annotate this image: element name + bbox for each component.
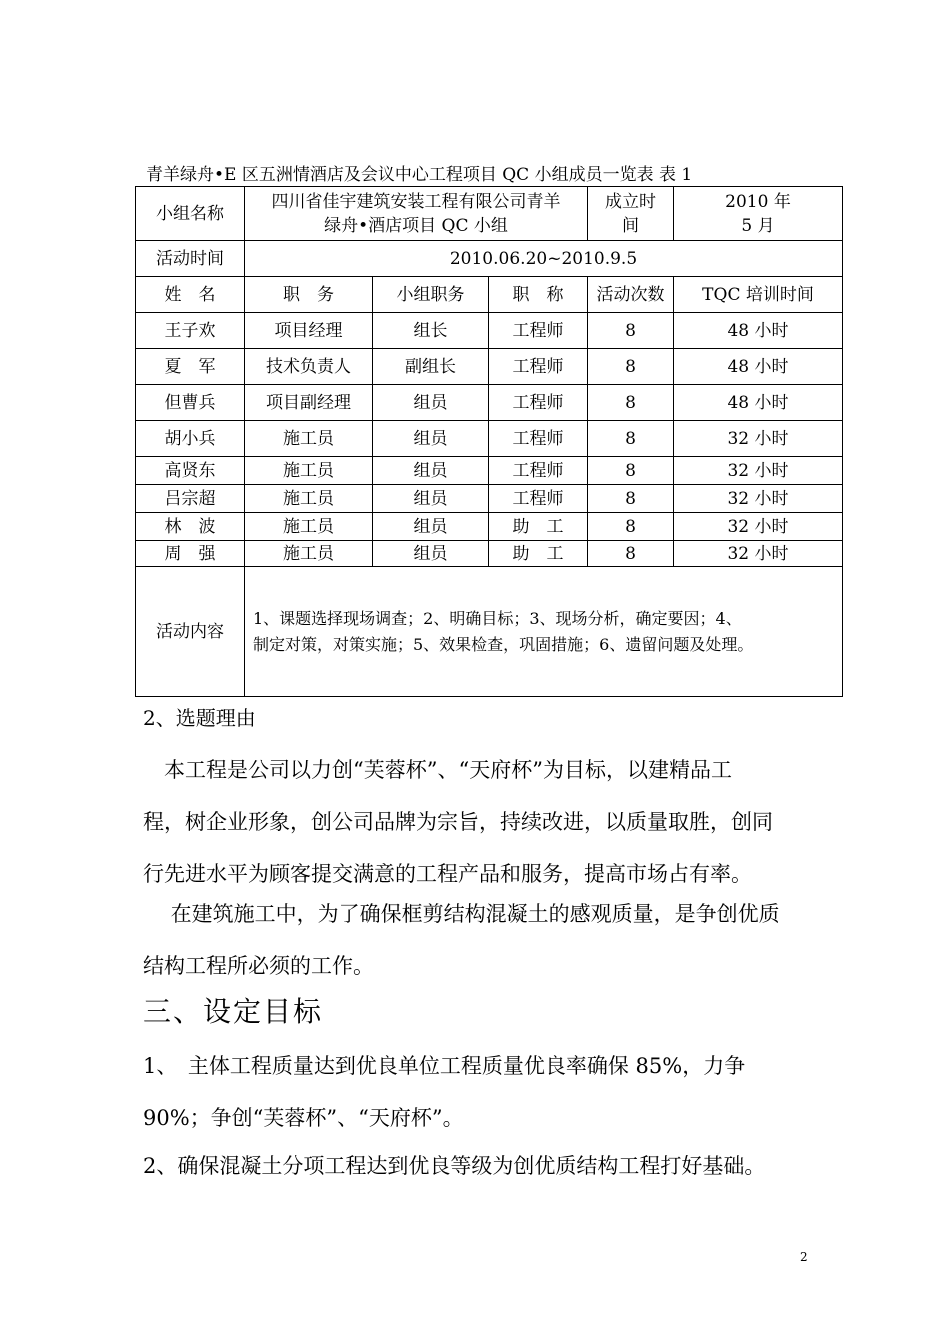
cell-group-role: 组员 [373,541,489,567]
cell-title: 助 工 [489,513,588,541]
cell-group-role: 组员 [373,421,489,457]
cell-name: 吕宗超 [136,485,245,513]
section2-heading: 2、选题理由 [143,706,256,730]
section2-paragraph2 [143,888,818,992]
cell-title: 工程师 [489,385,588,421]
cell-group-role: 组员 [373,513,489,541]
founded-value-line2: 5 月 [741,215,775,236]
cell-activity-count: 8 [588,457,674,485]
cell-name: 周 强 [136,541,245,567]
p1-line2: 程，树企业形象，创公司品牌为宗旨，持续改进，以质量取胜，创同 [143,810,773,834]
cell-activity-count: 8 [588,541,674,567]
header-position: 职 务 [245,277,373,313]
group-name-line2: 绿舟•酒店项目 QC 小组 [324,215,508,236]
cell-title: 助 工 [489,541,588,567]
header-name: 姓 名 [136,277,245,313]
cell-activity-count: 8 [588,485,674,513]
cell-position: 施工员 [245,513,373,541]
group-name-value [245,187,588,241]
cell-position: 技术负责人 [245,349,373,385]
activity-content-line2: 制定对策，对策实施；5、效果检查，巩固措施；6、遗留问题及处理。 [253,634,754,654]
goal1-line1: 1、 主体工程质量达到优良单位工程质量优良率确保 85%，力争 [143,1054,746,1078]
cell-title: 工程师 [489,457,588,485]
activity-time-label: 活动时间 [136,241,245,277]
cell-training-time: 48 小时 [674,313,843,349]
cell-training-time: 48 小时 [674,349,843,385]
activity-content-label: 活动内容 [136,567,245,697]
activity-content-row [136,567,843,697]
cell-training-time: 32 小时 [674,457,843,485]
cell-group-role: 组员 [373,485,489,513]
cell-group-role: 副组长 [373,349,489,385]
cell-training-time: 32 小时 [674,541,843,567]
table-caption: 青羊绿舟•E 区五洲情酒店及会议中心工程项目 QC 小组成员一览表 表 1 [146,165,693,185]
founded-value [674,187,843,241]
cell-activity-count: 8 [588,421,674,457]
table-row [136,541,843,567]
qc-member-table [135,186,843,697]
cell-position: 项目经理 [245,313,373,349]
founded-label-line2: 间 [622,215,640,236]
goal1 [143,1040,818,1144]
cell-activity-count: 8 [588,349,674,385]
header-activity-count: 活动次数 [588,277,674,313]
cell-training-time: 48 小时 [674,385,843,421]
founded-label-line1: 成立时 [605,191,657,212]
cell-group-role: 组员 [373,457,489,485]
cell-name: 高贤东 [136,457,245,485]
cell-position: 项目副经理 [245,385,373,421]
cell-activity-count: 8 [588,385,674,421]
cell-name: 王子欢 [136,313,245,349]
table-row [136,349,843,385]
p1-line1: 本工程是公司以力创“芙蓉杯”、“天府杯”为目标，以建精品工 [143,758,732,782]
cell-title: 工程师 [489,349,588,385]
goal2: 2、确保混凝土分项工程达到优良等级为创优质结构工程打好基础。 [143,1154,766,1178]
cell-group-role: 组长 [373,313,489,349]
cell-position: 施工员 [245,541,373,567]
table-row [136,485,843,513]
cell-title: 工程师 [489,421,588,457]
activity-time-value: 2010.06.20~2010.9.5 [245,241,843,277]
cell-title: 工程师 [489,313,588,349]
p2-line2: 结构工程所必须的工作。 [143,954,374,978]
cell-group-role: 组员 [373,385,489,421]
goal1-line2: 90%；争创“芙蓉杯”、“天府杯”。 [143,1106,464,1130]
table-row [136,457,843,485]
table-row [136,385,843,421]
section2-paragraph1 [143,744,818,900]
group-name-line1: 四川省佳宇建筑安装工程有限公司青羊 [271,191,561,212]
activity-content-value [245,567,843,697]
activity-time-row [136,241,843,277]
p1-line3: 行先进水平为顾客提交满意的工程产品和服务，提高市场占有率。 [143,862,752,886]
cell-activity-count: 8 [588,513,674,541]
cell-training-time: 32 小时 [674,421,843,457]
table-row [136,421,843,457]
cell-training-time: 32 小时 [674,513,843,541]
cell-name: 但曹兵 [136,385,245,421]
group-name-label: 小组名称 [136,187,245,241]
founded-value-line1: 2010 年 [725,191,791,212]
table-row [136,313,843,349]
header-training-time: TQC 培训时间 [674,277,843,313]
cell-position: 施工员 [245,457,373,485]
cell-training-time: 32 小时 [674,485,843,513]
cell-activity-count: 8 [588,313,674,349]
table-row [136,513,843,541]
p2-line1: 在建筑施工中，为了确保框剪结构混凝土的感观质量，是争创优质 [143,902,780,926]
page-number: 2 [800,1250,808,1264]
header-title: 职 称 [489,277,588,313]
founded-label [588,187,674,241]
cell-name: 林 波 [136,513,245,541]
header-row [136,277,843,313]
section3-heading: 三、设定目标 [143,995,324,1028]
cell-name: 胡小兵 [136,421,245,457]
activity-content-line1: 1、课题选择现场调查；2、明确目标；3、现场分析，确定要因；4、 [253,608,742,628]
cell-position: 施工员 [245,485,373,513]
cell-position: 施工员 [245,421,373,457]
cell-title: 工程师 [489,485,588,513]
group-name-row [136,187,843,241]
cell-name: 夏 军 [136,349,245,385]
header-group-role: 小组职务 [373,277,489,313]
